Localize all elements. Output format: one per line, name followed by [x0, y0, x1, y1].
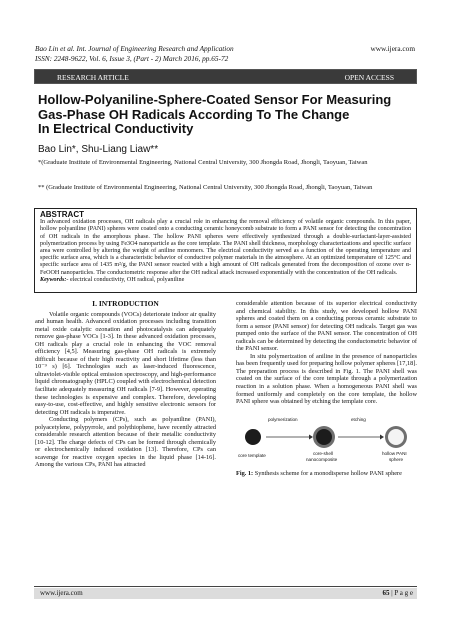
journal-line-2: ISSN: 2248-9622, Vol. 6, Issue 3, (Part - 2) March 2016, pp.65-72 — [35, 53, 229, 63]
polymerization-arrow-head — [309, 434, 313, 439]
intro-paragraph-3: considerable attention because of its superior electrical conductivity and chemical stability. In this study, we developed hollow PANI spheres and coated them on a conducting porous ceramic substrate to form a sensor (PANI sensor) for detecting OH radicals. Target gas was pumped onto the surface of the PANI sensor. The concentration of OH radicals can be determined by detecting the conductometric behavior of the PANI sensor. — [236, 300, 417, 353]
abstract-text: In advanced oxidation processes, OH radicals play a crucial role in enhancing the removal efficiency of volatile organic compounds. In this paper, hollow polyaniline (PANI) spheres were coated onto a conducting ceramic honeycomb substrate to form a PANI sensor for detecting the concentration of OH radicals in the amorphous phase. The hollow PANI spheres were effectively synthesized through a double-surfactant-layer-assisted polymerization process by using Fe3O4 nanoparticle as the core template. The PANI shell thickness, morphology characterizations and specific surface area were controlled by altering the weight of aniline monomers. The electrical conductivity served as a function of the operating temperature and specific surface area, which is a characteristic behavior of conductive polymer materials in the atmosphere. At an optimized temperature of 125°C and specific surface area of 1435 m²/g, the PANI sensor reacted with a high amount of OH radicals generated from the decomposition of ozone over α-FeOOH nanoparticles. The conductometric response after the OH radical attack increased exponentially with the concentration of the OH radicals. — [40, 219, 411, 276]
abstract-box — [34, 208, 417, 293]
header-website: www.ijera.com — [370, 44, 415, 53]
affiliation-2: ** (Graduate Institute of Environmental Engineering, National Central University, 300 Jhongda Road, Jhongli, Taoyuan, Taiwan — [38, 184, 373, 191]
figure-1-scheme — [236, 408, 417, 468]
affiliation-1: *(Graduate Institute of Environmental Engineering, National Central University, 300 Jhongda Road, Jhongli, Taoyuan, Taiwan — [38, 159, 368, 166]
keywords-label: Keywords: — [40, 276, 67, 283]
intro-paragraph-2: Conducting polymers (CPs), such as polyaniline (PANI), polyacetylene, polypyrrole, and polythiophene, have recently attracted considerable research attention because of their metallic conductivity [10-12]. The charge defects of CPs can be formed through chemically or electrochemically induced oxidation [13]. Therefore, CPs can scavenge for reactive oxygen species in the liquid phase [14-16]. Among the various CPs, PANI has attracted — [35, 416, 216, 469]
footer-bar — [34, 588, 417, 599]
core-template-sphere — [245, 429, 261, 445]
polymerization-label: polymerization — [268, 416, 298, 422]
footer-divider — [34, 586, 417, 587]
journal-citation — [35, 44, 234, 63]
keywords — [40, 277, 411, 284]
abstract-heading: ABSTRACT — [40, 210, 84, 219]
title-line-1: Hollow-Polyaniline-Sphere-Coated Sensor For Measuring — [38, 92, 392, 107]
page-number-value: 65 — [382, 589, 390, 597]
figure-caption-label: Fig. 1: — [236, 469, 254, 477]
footer-website: www.ijera.com — [40, 589, 83, 597]
core-template-label: core template — [238, 452, 266, 458]
core-shell-inner — [316, 429, 332, 445]
article-type-banner — [34, 69, 417, 84]
intro-paragraph-4: In situ polymerization of aniline in the presence of nanoparticles has been frequently used for preparing hollow polymer spheres [17,18]. The preparation process is described in Fig. 1. The PANI shell was coated on the surface of the core template through a polymerization reaction in a solution phase. When a homogeneous PANI shell was formed uniformly and completely on the core template, the hollow PANI sphere was obtained by etching the template core. — [236, 352, 417, 406]
open-access-label: OPEN ACCESS — [344, 73, 394, 82]
section-heading-introduction: I. INTRODUCTION — [92, 299, 159, 308]
hollow-sphere-inner — [388, 429, 404, 445]
core-shell-label-1: core-shell — [313, 450, 333, 456]
keywords-list: - electrical conductivity, OH radical, polyaniline — [66, 276, 185, 283]
intro-paragraph-1: Volatile organic compounds (VOCs) deteriorate indoor air quality and human health. Advanced oxidation processes including transition metal oxide catalytic ozonation and photocatalysis can adequately remove gas-phase VOCs [1-3]. In these advanced oxidation processes, OH radicals play a crucial role in enhancing the VOC removal efficiency [4,5]. Measuring gas-phase OH radicals is extremely difficult because of their high reactivity and short lifetime (less than 10⁻⁹ s) [6]. Technologies such as laser-induced fluorescence, ultraviolet-visible optical emission spectroscopy, and high-performance liquid chromatography (HPLC) coupled with electrochemical detection facilitate adequately measuring OH radicals [7-9]. However, operating these technologies is expensive and complex. Therefore, developing easy-to-use, cost-effective, and highly sensitive electronic sensors for detecting OH radicals is imperative. — [35, 310, 216, 416]
author-list: Bao Lin*, Shu-Liang Liaw** — [38, 144, 159, 155]
figure-1-caption — [236, 470, 417, 478]
page-number-suffix: | P a g e — [389, 589, 413, 597]
title-line-2: Gas-Phase OH Radicals According To The Change — [38, 106, 350, 122]
journal-line-1: Bao Lin et al. Int. Journal of Engineering Research and Application — [35, 44, 234, 53]
title-line-3: In Electrical Conductivity — [38, 121, 194, 136]
research-article-label: RESEARCH ARTICLE — [57, 73, 129, 82]
hollow-pani-label-1: hollow PANI — [382, 450, 407, 456]
etching-label: etching — [351, 416, 366, 422]
page-number — [383, 589, 414, 597]
core-shell-label-2: nanocomposite — [306, 456, 338, 462]
etching-arrow-head — [380, 434, 384, 439]
paper-title — [38, 93, 418, 137]
figure-caption-text: Synthesis scheme for a monodisperse hollow PANI sphere — [253, 469, 402, 477]
left-column — [35, 300, 216, 469]
hollow-pani-label-2: sphere — [389, 456, 404, 462]
right-column — [236, 300, 417, 477]
